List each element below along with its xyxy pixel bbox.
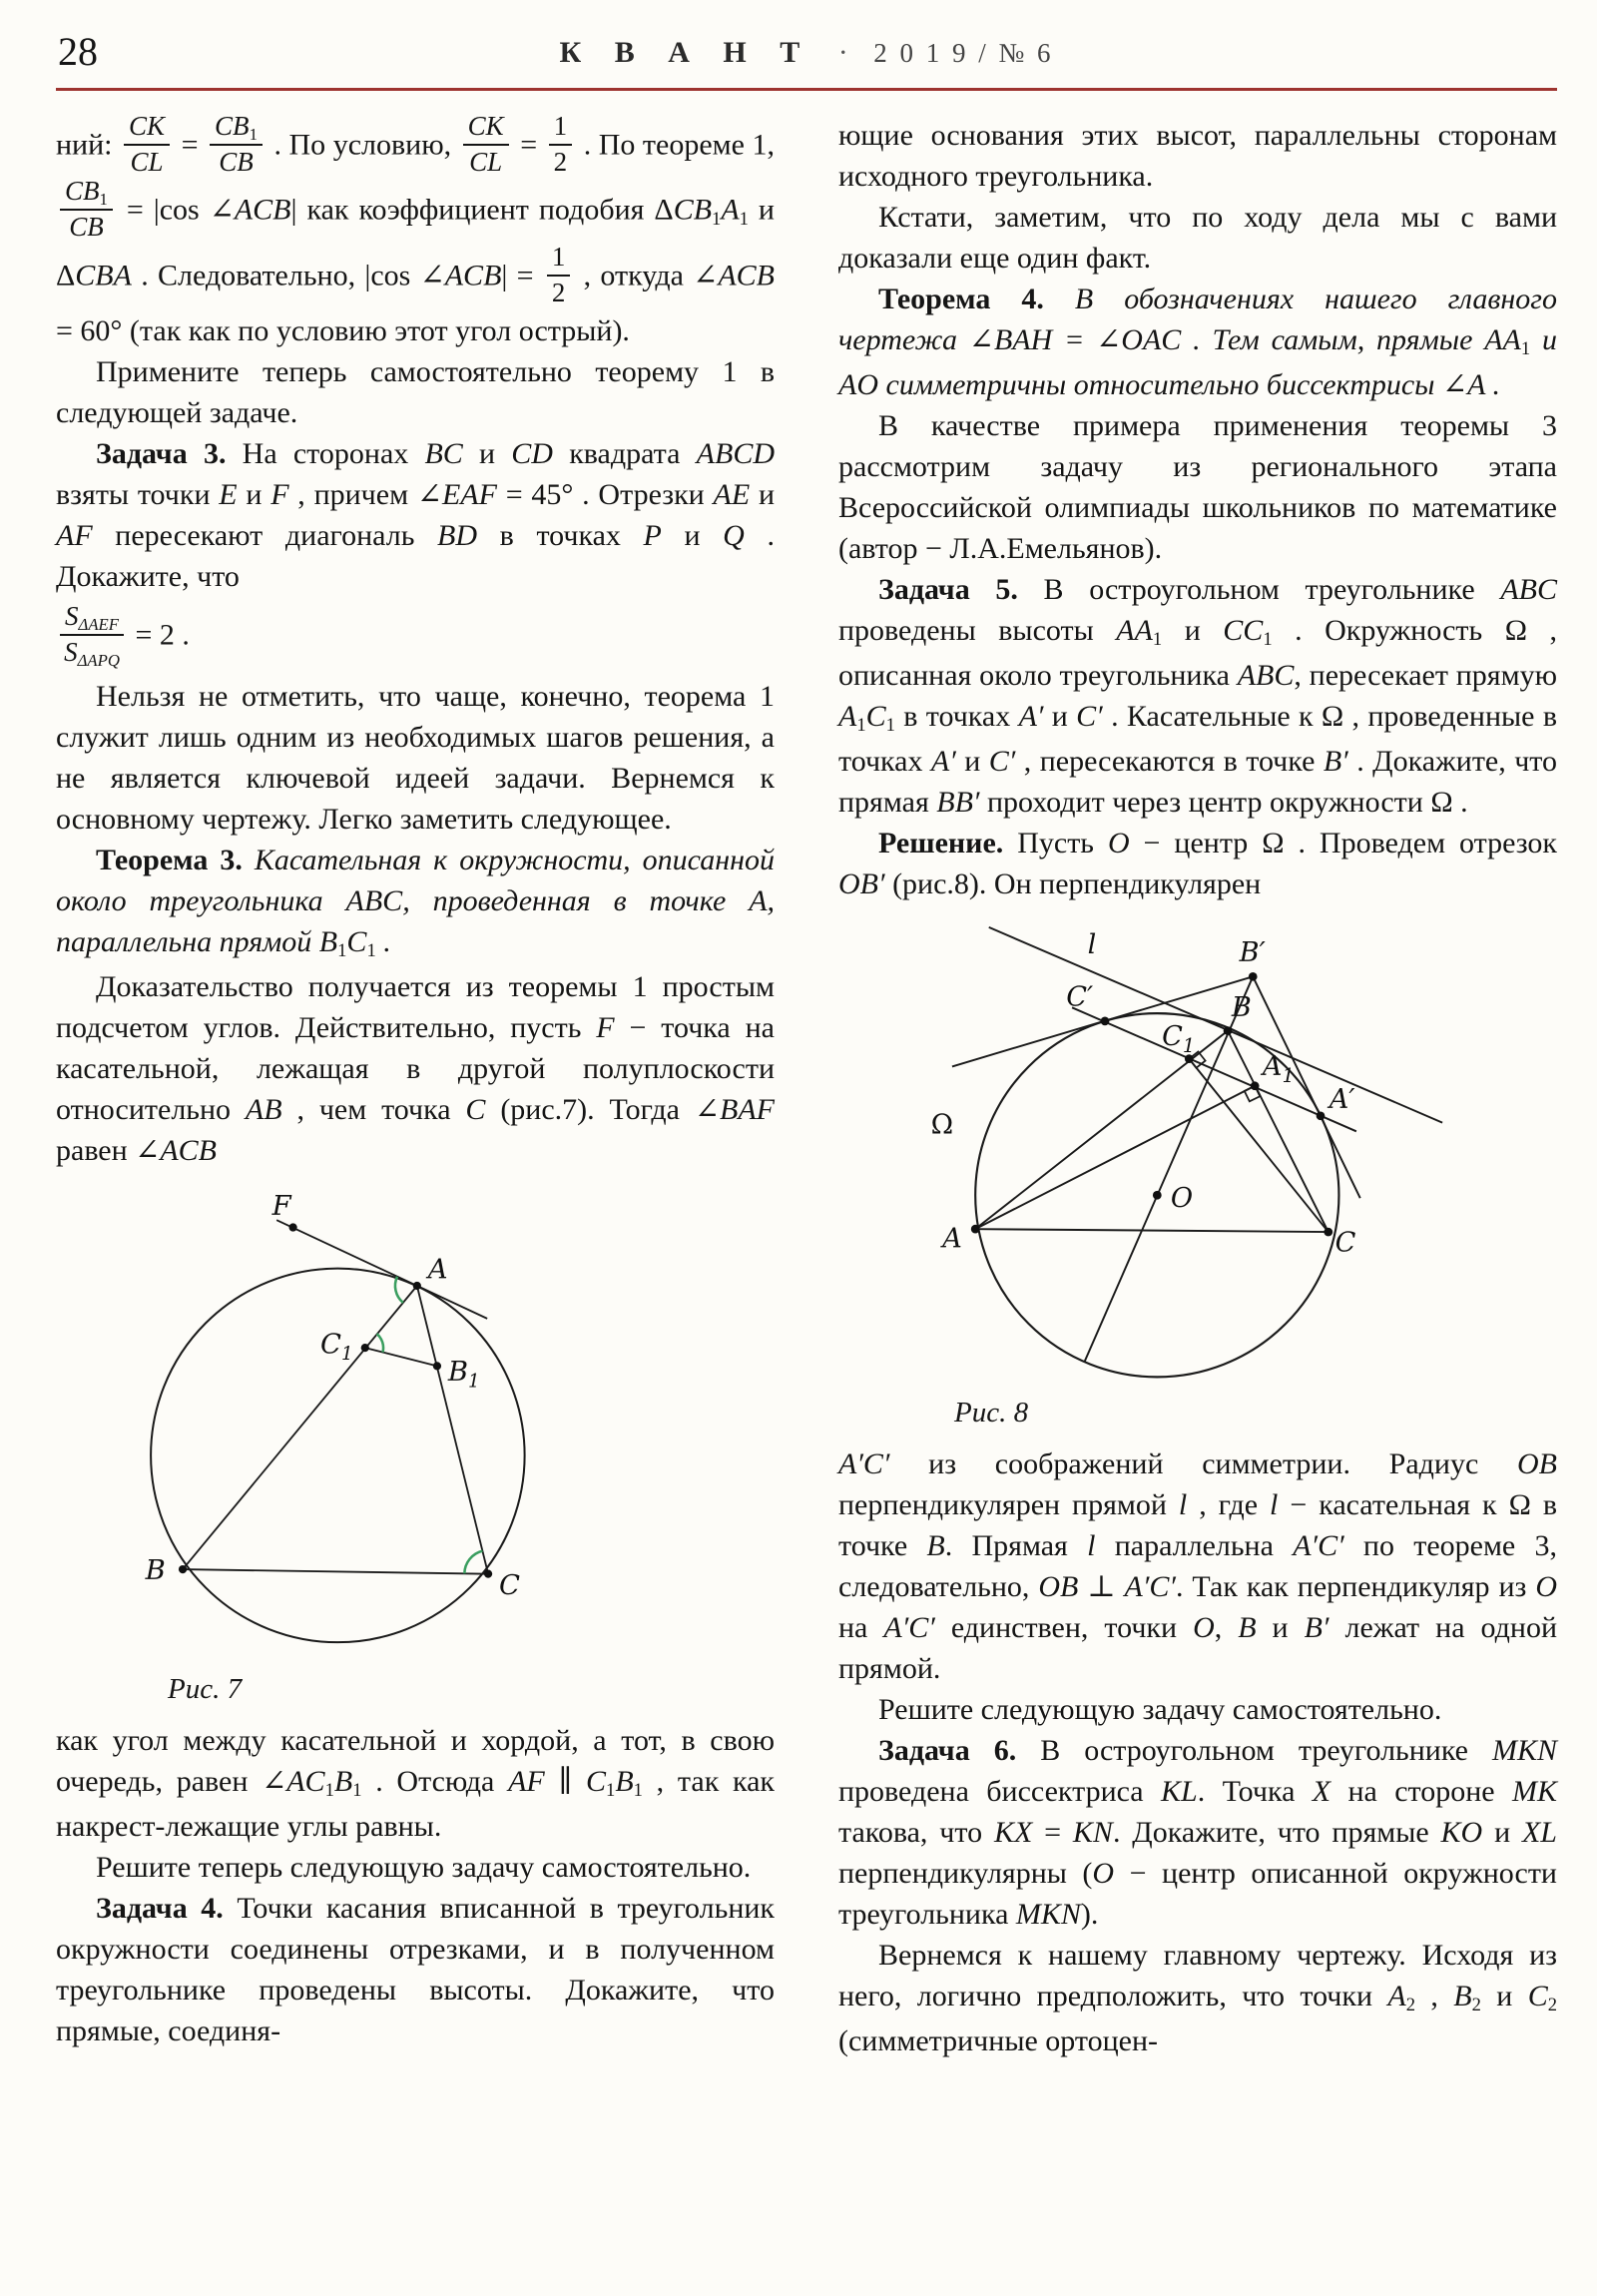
journal-title bbox=[56, 36, 1557, 70]
right-paragraph-1: ющие основания этих высот, параллельны сторонам исходного треугольника. bbox=[838, 119, 1557, 193]
right-paragraph-10: Вернемся к нашему главному чертежу. Исходя из него, логично предположить, что точки A2 , B2 и C2 (симметричные ортоцен- bbox=[838, 1939, 1558, 2057]
left-paragraph-3-problem-3: Задача 3. На сторонах BC и CD квадрата ABCD взяты точки E и F , причем ∠EAF = 45° . Отрезки AE и AF пересекают диагональ BD в точках P и Q . Докажите, что bbox=[56, 436, 775, 593]
fig8-label-a: A bbox=[942, 1223, 962, 1255]
figure-7-caption: Рис. 7 bbox=[168, 1673, 243, 1706]
two-column-body bbox=[56, 111, 1558, 2061]
right-paragraph-7: A′C′ из соображений симметрии. Радиус OB перпендикулярен прямой l , где l − касательная к Ω в точке B. Прямая l параллельна A′C′ по теореме 3, следовательно, OB ⊥ A′C′. Так как перпендикуляр из O на A′C′ единствен, точки O, B и B′ лежат на одной прямой. bbox=[838, 1447, 1558, 1685]
left-paragraph-5-theorem-3: Теорема 3. Касательная к окружности, описанной около треугольника ABC, проведенная в точке A, параллельна прямой B1C1 . bbox=[56, 844, 776, 962]
figure-7 bbox=[56, 1191, 775, 1710]
fig8-label-b: B bbox=[1231, 992, 1252, 1024]
fig7-label-c: C bbox=[499, 1570, 521, 1601]
fig7-label-b: B bbox=[145, 1555, 166, 1587]
left-display-formula: $\frac{\text{SΔAEF}}{\text{SΔAPQ}}$ = 2 . bbox=[56, 605, 775, 670]
figure-8-drawing bbox=[888, 924, 1507, 1389]
left-paragraph-1: ний: $\frac{CK}{CL}$ = $\frac{CB1}{CB}$ . По условию, $\frac{CK}{CL}$ = $\frac{1}{2}$ . По теореме 1, $\frac{CB1}{CB}$ = |cos ∠ACB| как коэффициент подобия ΔCB1A1 и ΔCBA . Следовательно, |cos ∠ACB| = $\frac{1}{2}$ , откуда ∠ACB = 60° (так как по условию этот угол острый). bbox=[56, 111, 775, 347]
fig7-label-f: F bbox=[271, 1191, 291, 1222]
fig7-label-a: A bbox=[427, 1254, 448, 1286]
left-paragraph-6: Доказательство получается из теоремы 1 простым подсчетом углов. Действительно, пусть F − точка на касательной, лежащая в другой полуплоскости относительно AB , чем точка C (рис.7). Тогда ∠BAF равен ∠ACB bbox=[56, 970, 775, 1168]
fig7-circumcircle bbox=[151, 1269, 525, 1643]
right-paragraph-3-theorem-4: Теорема 4. В обозначениях нашего главного чертежа ∠BAH = ∠OAC . Тем самым, прямые AA1 и AO симметричны относительно биссектрисы ∠A . bbox=[838, 283, 1557, 401]
fig8-label-l: l bbox=[1087, 929, 1097, 961]
fig8-label-a1: $A_1$ bbox=[1262, 1051, 1295, 1087]
fig8-label-c: C bbox=[1334, 1227, 1356, 1259]
fig8-right-angle-marks bbox=[1189, 1051, 1260, 1101]
figure-7-drawing bbox=[96, 1191, 735, 1665]
journal-issue: 2 0 1 9 / № 6 bbox=[873, 38, 1054, 68]
left-paragraph-2: Примените теперь самостоятельно теорему 1 в следующей задаче. bbox=[56, 354, 775, 429]
fig8-secant-line bbox=[1072, 1007, 1356, 1131]
right-paragraph-6-solution: Решение. Пусть O − центр Ω . Проведем отрезок OB′ (рис.8). Он перпендикулярен bbox=[838, 827, 1557, 900]
figure-8 bbox=[838, 924, 1557, 1434]
fig8-point-dots bbox=[971, 972, 1332, 1236]
fig7-label-c1: $C_1$ bbox=[320, 1329, 353, 1366]
journal-name: К В А Н Т bbox=[559, 36, 813, 69]
page-number: 28 bbox=[58, 29, 98, 74]
fig8-labels bbox=[931, 929, 1356, 1258]
fig8-label-b-prime: B′ bbox=[1239, 936, 1266, 968]
left-paragraph-8: Решите теперь следующую задачу самостоятельно. bbox=[96, 1851, 752, 1885]
right-paragraph-4: В качестве примера применения теоремы 3 рассмотрим задачу из регионального этапа Всероссийской олимпиады школьников по математике (автор − Л.А.Емельянов). bbox=[838, 409, 1557, 565]
journal-separator: · bbox=[837, 36, 848, 69]
fig7-tangent-line bbox=[276, 1220, 487, 1319]
fig7-labels bbox=[145, 1191, 520, 1601]
header-rule bbox=[56, 88, 1557, 91]
left-paragraph-4: Нельзя не отметить, что чаще, конечно, теорема 1 служит лишь одним из необходимых шагов решения, а не является ключевой идеей задачи. Вернемся к основному чертежу. Легко заметить следующее. bbox=[56, 680, 775, 837]
fig7-label-b1: $B_1$ bbox=[447, 1357, 480, 1393]
left-paragraph-9-problem-4: Задача 4. Точки касания вписанной в треугольник окружности соединены отрезками, и в полученном треугольнике проведены высоты. Докажите, что прямые, соединя- bbox=[56, 1892, 775, 2048]
right-paragraph-5-problem-5: Задача 5. В остроугольном треугольнике ABC проведены высоты AA1 и CC1 . Окружность Ω , описанная около треугольника ABC, пересекает прямую A1C1 в точках A′ и C′ . Касательные к Ω , проведенные в точках A′ и C′ , пересекаются в точке B′ . Докажите, что прямая BB′ проходит через центр окружности Ω . bbox=[838, 573, 1557, 819]
figure-8-caption: Рис. 8 bbox=[954, 1397, 1029, 1429]
left-paragraph-7: как угол между касательной и хордой, а тот, в свою очередь, равен ∠AC1B1 . Отсюда AF ∥ C1B1 , так как накрест-лежащие углы равны. bbox=[56, 1724, 775, 1844]
left-column bbox=[56, 111, 776, 2061]
right-paragraph-2: Кстати, заметим, что по ходу дела мы с вами доказали еще один факт. bbox=[838, 201, 1557, 275]
right-paragraph-8: Решите следующую задачу самостоятельно. bbox=[878, 1693, 1442, 1726]
right-paragraph-9-problem-6: Задача 6. В остроугольном треугольнике MKN проведена биссектриса KL. Точка X на стороне MK такова, что KX = KN. Докажите, что прямые KO и XL перпендикулярны (O − центр описанной окружности треугольника MKN). bbox=[838, 1734, 1557, 1931]
fig8-label-c1: $C_1$ bbox=[1162, 1021, 1196, 1057]
fig8-label-a-prime: A′ bbox=[1329, 1084, 1355, 1116]
page-header bbox=[56, 26, 1557, 80]
fig8-label-c-prime: C′ bbox=[1066, 981, 1094, 1013]
right-column bbox=[838, 115, 1557, 2061]
fig8-label-omega: Ω bbox=[930, 1109, 954, 1141]
fig8-label-o: O bbox=[1170, 1182, 1194, 1214]
